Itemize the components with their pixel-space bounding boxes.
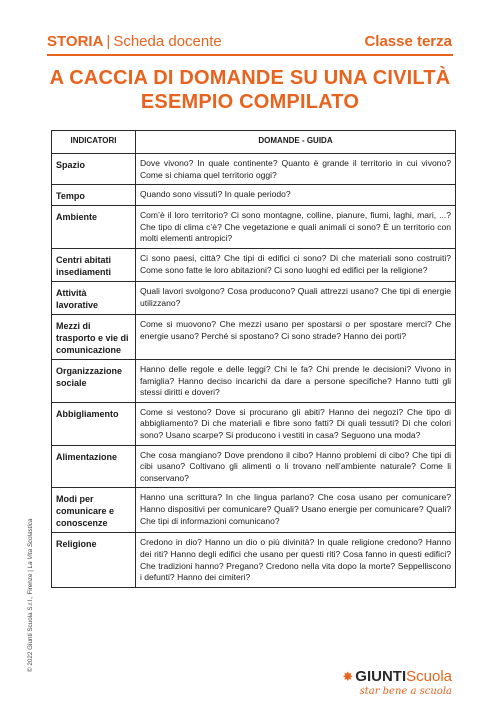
- table-row: [52, 488, 456, 533]
- table-row: [52, 359, 456, 402]
- questions-cell: Hanno delle regole e delle leggi? Chi le fa? Chi prende le decisioni? Vivono in famiglia? Hanno deciso incarichi da dare a persone specifiche? Hanno tutti gli stessi diritti e doveri?: [136, 359, 456, 402]
- indicator-cell: Alimentazione: [52, 445, 136, 488]
- title-line-1: A CACCIA DI DOMANDE SU UNA CIVILTÀ: [49, 67, 451, 89]
- sunburst-icon: ✸: [342, 669, 354, 684]
- page-header: [0, 0, 500, 58]
- indicator-cell: Ambiente: [52, 206, 136, 249]
- questions-cell: Come si muovono? Che mezzi usano per spostarsi o per spostare merci? Che energie usano? Perché si spostano? Ci sono strade? Hanno dei porti?: [136, 314, 456, 359]
- indicator-cell: Religione: [52, 533, 136, 587]
- table-row: [52, 185, 456, 206]
- questions-cell: Ci sono paesi, città? Che tipi di edifici ci sono? Di che materiali sono costruiti? Come sono fatte le loro abitazioni? Ci sono luoghi ed edifici per la religione?: [136, 248, 456, 281]
- indicator-cell: Attività lavorative: [52, 281, 136, 314]
- questions-cell: Quali lavori svolgono? Cosa producono? Quali attrezzi usano? Che tipi di energie utilizzano?: [136, 281, 456, 314]
- table-header-row: [52, 131, 456, 154]
- grade-label: Classe terza: [364, 33, 452, 50]
- questions-cell: Dove vivono? In quale continente? Quanto è grande il territorio in cui vivono? Come si chiama quel territorio oggi?: [136, 154, 456, 185]
- table-row: [52, 445, 456, 488]
- questions-cell: Hanno una scrittura? In che lingua parlano? Che cosa usano per comunicare? Hanno dispositivi per comunicare? Quali? Usano energie per comunicare? Quali? Che tipi di informazioni comunicano?: [136, 488, 456, 533]
- header-separator: |: [106, 33, 111, 50]
- page-title: [47, 66, 453, 114]
- copyright-work: La Vita Scolastica: [27, 518, 34, 569]
- questions-cell: Com’è il loro territorio? Ci sono montagne, colline, pianure, fiumi, laghi, mari, ...? Che tipo di clima c’è? Che vegetazione e quali animali ci sono? È un territorio con molti elementi antropici?: [136, 206, 456, 249]
- questions-cell: Credono in dio? Hanno un dio o più divinità? In quale religione credono? Hanno dei riti? Hanno degli edifici che usano per questi riti? Cosa fanno in questi edifici? Che tradizioni hanno? Pregano? Credono nella vita dopo la morte? Seppelliscono i defunti? Hanno dei cimiteri?: [136, 533, 456, 587]
- sheet-type: Scheda docente: [113, 33, 222, 50]
- header-indicators: INDICATORI: [52, 131, 136, 154]
- copyright-text: © 2022 Giunti Scuola S.r.l., Firenze |: [27, 568, 34, 672]
- questions-cell: Che cosa mangiano? Dove prendono il cibo? Hanno problemi di cibo? Che tipi di cibi usano? Coltivano gli alimenti o li trovano nell’ambiente naturale? Come li conservano?: [136, 445, 456, 488]
- questions-cell: Quando sono vissuti? In quale periodo?: [136, 185, 456, 206]
- subject-name: STORIA: [47, 33, 104, 50]
- indicator-cell: Mezzi di trasporto e vie di comunicazione: [52, 314, 136, 359]
- table-row: [52, 206, 456, 249]
- title-line-2: ESEMPIO COMPILATO: [140, 91, 360, 113]
- table-row: [52, 248, 456, 281]
- logo-brand-suffix: Scuola: [406, 668, 452, 685]
- logo-brand: GIUNTI: [355, 668, 407, 685]
- indicator-cell: Spazio: [52, 154, 136, 185]
- guide-table: [51, 130, 456, 588]
- header-questions: DOMANDE - GUIDA: [136, 131, 456, 154]
- copyright-notice: [27, 518, 34, 672]
- table-body: [52, 154, 456, 588]
- table-row: [52, 314, 456, 359]
- logo-tagline: star bene a scuola: [359, 686, 452, 697]
- table-row: [52, 533, 456, 587]
- table-row: [52, 154, 456, 185]
- table-row: [52, 281, 456, 314]
- indicator-cell: Organizzazione sociale: [52, 359, 136, 402]
- publisher-logo: [342, 668, 452, 697]
- subject-label: [47, 33, 222, 50]
- indicator-cell: Abbigliamento: [52, 402, 136, 445]
- indicator-cell: Centri abitati insediamenti: [52, 248, 136, 281]
- header-divider: [47, 54, 453, 56]
- logo-wordmark: [342, 668, 452, 685]
- table-row: [52, 402, 456, 445]
- questions-cell: Come si vestono? Dove si procurano gli abiti? Hanno dei negozi? Che tipo di abbigliamento? Di che materiali e fibre sono fatti? Di quali tessuti? Di che colori sono? Usano scarpe? Si producono i vestiti in casa? Seguono una moda?: [136, 402, 456, 445]
- indicator-cell: Tempo: [52, 185, 136, 206]
- indicator-cell: Modi per comunicare e conoscenze: [52, 488, 136, 533]
